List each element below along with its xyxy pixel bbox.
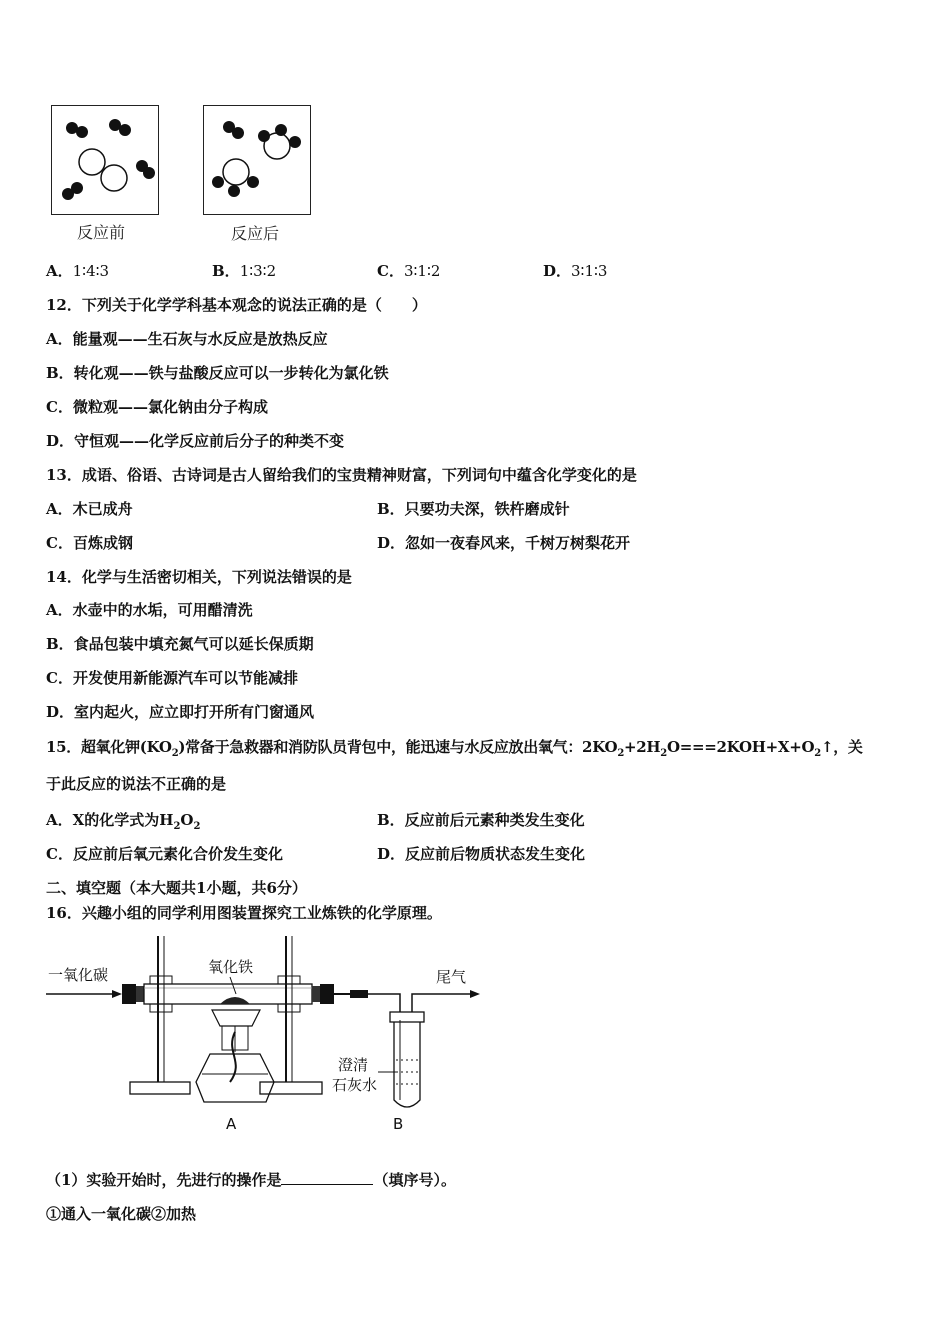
q13-option-a: A．木已成舟 [46, 500, 133, 518]
q16-sub1: （1）实验开始时，先进行的操作是 （填序号）。 [46, 1171, 456, 1189]
before-molecules [52, 106, 158, 214]
before-label: 反应前 [77, 223, 126, 242]
limewater-label-1: 澄清 [338, 1056, 369, 1074]
limewater-label-2: 石灰水 [332, 1076, 378, 1094]
q13-stem: 13．成语、俗语、古诗词是古人留给我们的宝贵精神财富，下列词句中蕴含化学变化的是 [46, 466, 637, 484]
fe2o3-label: 氧化铁 [208, 958, 254, 976]
q15-option-c: C．反应前后氧元素化合价发生变化 [46, 845, 283, 863]
q13-option-c: C．百炼成钢 [46, 534, 133, 552]
q16-sub1-choices: ①通入一氧化碳②加热 [46, 1205, 197, 1223]
q14-option-d: D．室内起火，应立即打开所有门窗通风 [46, 703, 315, 721]
q15-option-b: B．反应前后元素种类发生变化 [377, 811, 585, 829]
q13-option-d: D．忽如一夜春风来，千树万树梨花开 [377, 534, 631, 552]
q15-option-a: A．X的化学式为$H_2O_2$ [46, 811, 201, 832]
q14-stem: 14．化学与生活密切相关，下列说法错误的是 [46, 568, 352, 586]
q15-stem-line2: 于此反应的说法不正确的是 [46, 775, 227, 793]
q13-option-b: B．只要功夫深，铁杵磨成针 [377, 500, 570, 518]
q12-stem: 12．下列关于化学学科基本观念的说法正确的是（ ） [46, 296, 427, 314]
apparatus-b-label: B [393, 1115, 404, 1133]
q15-stem: 15．超氧化钾$(KO_2)$常备于急救器和消防队员背包中，能迅速与水反应放出氧气：$2KO_2+2H_2O===2KOH+X+O_2↑$，关 [46, 738, 863, 759]
q14-option-a: A．水壶中的水垢，可用醋清洗 [46, 601, 253, 619]
tail-gas-label: 尾气 [436, 968, 467, 986]
q11-option-c: C．3∶1∶2 [377, 262, 441, 280]
after-label: 反应后 [231, 224, 280, 243]
q15-option-d: D．反应前后物质状态发生变化 [377, 845, 586, 863]
q12-option-a: A．能量观——生石灰与水反应是放热反应 [46, 330, 328, 348]
after-molecules [204, 106, 310, 214]
section-heading: 二、填空题（本大题共1小题，共6分） [46, 879, 307, 897]
q12-option-d: D．守恒观——化学反应前后分子的种类不变 [46, 432, 345, 450]
q12-option-c: C．微粒观——氯化钠由分子构成 [46, 398, 268, 416]
apparatus-a-label: A [226, 1115, 237, 1133]
before-reaction-box [51, 105, 159, 215]
q11-option-a: A．1∶4∶3 [46, 262, 110, 280]
iron-smelting-apparatus [40, 932, 500, 1142]
q11-option-d: D．3∶1∶3 [543, 262, 608, 280]
q12-option-b: B．转化观——铁与盐酸反应可以一步转化为氯化铁 [46, 364, 389, 382]
q14-option-b: B．食品包装中填充氮气可以延长保质期 [46, 635, 314, 653]
answer-blank[interactable] [281, 1170, 373, 1185]
after-reaction-box [203, 105, 311, 215]
q11-option-b: B．1∶3∶2 [212, 262, 277, 280]
q16-stem: 16．兴趣小组的同学利用图装置探究工业炼铁的化学原理。 [46, 904, 442, 922]
q14-option-c: C．开发使用新能源汽车可以节能减排 [46, 669, 298, 687]
co-label: 一氧化碳 [48, 966, 109, 984]
